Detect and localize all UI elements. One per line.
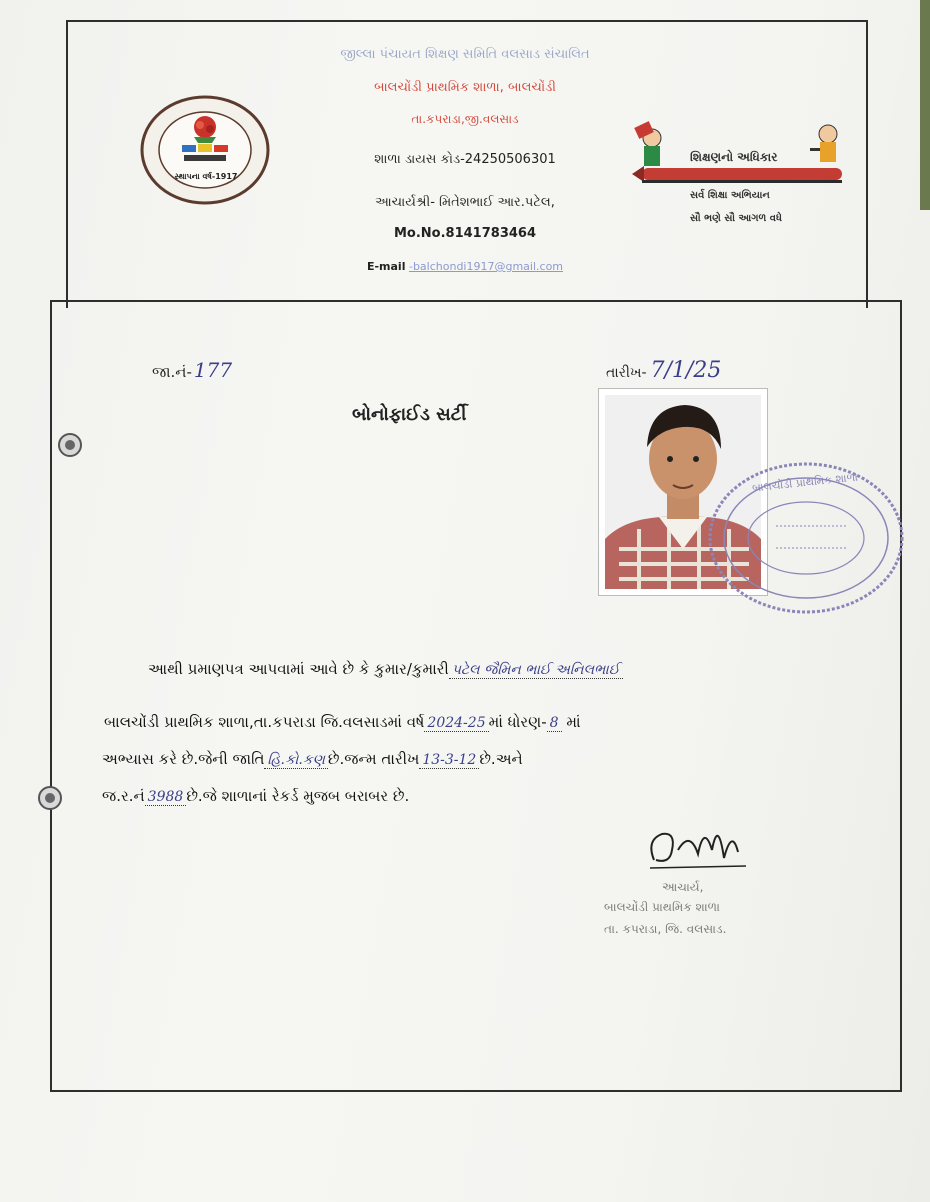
reference-number bbox=[152, 358, 232, 382]
standard-value: 8 bbox=[547, 715, 562, 732]
certificate-line-2 bbox=[104, 713, 581, 731]
birth-date: 13-3-12 bbox=[419, 752, 479, 769]
certificate-line-4 bbox=[102, 787, 409, 805]
email-label: E-mail bbox=[366, 260, 406, 273]
line2-prefix: બાલચોંડી પ્રાથમિક શાળા,તા.કપરાડા જિ.વલસાડમાં વર્ષ bbox=[104, 713, 425, 731]
date-value: 7/1/25 bbox=[650, 358, 722, 383]
email-link[interactable]: -balchondi1917@gmail.com bbox=[408, 260, 564, 273]
issue-date bbox=[606, 358, 721, 383]
line2-suffix: માં bbox=[566, 713, 581, 731]
line3-suffix: છે.અને bbox=[479, 750, 523, 768]
line3-mid: છે.જન્મ તારીખ bbox=[327, 750, 420, 768]
right-logo-subtitle: સર્વ શિક્ષા અભિયાન bbox=[690, 190, 770, 201]
email-line bbox=[270, 260, 660, 273]
seal-year-label: સ્થાપના વર્ષ-1917 bbox=[174, 172, 238, 181]
line3-prefix: અભ્યાસ કરે છે.જેની જાતિ bbox=[102, 750, 265, 768]
caste-value: હિ.કો.કણ bbox=[264, 752, 328, 769]
right-logo-title: શિક્ષણનો અધિકાર bbox=[690, 150, 778, 164]
punch-hole-icon bbox=[58, 433, 82, 457]
school-seal-logo bbox=[140, 95, 270, 205]
mobile-number: Mo.No.8141783464 bbox=[393, 226, 536, 241]
certificate-line-1 bbox=[148, 660, 623, 678]
student-name: પટેલ જૈમિન ભાઈ અનિલભાઈ bbox=[449, 662, 623, 679]
background-edge bbox=[920, 0, 930, 210]
line4-prefix: જ.ર.નં bbox=[102, 787, 145, 805]
right-logo-tagline: સૌ ભણે સૌ આગળ વધે bbox=[690, 213, 783, 224]
signatory-place: તા. કપરાડા, જિ. વલસાડ. bbox=[604, 922, 727, 936]
signatory-school: બાલચોંડી પ્રાથમિક શાળા bbox=[604, 900, 720, 914]
gr-number: 3988 bbox=[145, 789, 187, 806]
line2-mid: માં ધોરણ- bbox=[488, 713, 547, 731]
academic-year: 2024-25 bbox=[424, 715, 488, 732]
taluka-district: તા.કપરાડા,જી.વલસાડ bbox=[411, 112, 519, 126]
line4-suffix: છે.જે શાળાનાં રેકર્ડ મુજબ બરાબર છે. bbox=[186, 787, 410, 805]
signatory-title: આચાર્ય, bbox=[662, 880, 704, 894]
committee-line: જીલ્લા પંચાયત શિક્ષણ સમિતિ વલસાડ સંચાલિત bbox=[340, 47, 590, 62]
principal-name: આચાર્યશ્રી- મિતેશભાઈ આર.પટેલ, bbox=[375, 195, 555, 210]
line1-prefix: આથી પ્રમાણપત્ર આપવામાં આવે છે કે કુમાર/કુમારી bbox=[148, 660, 449, 678]
date-label: તારીખ- bbox=[606, 365, 647, 381]
punch-hole-icon bbox=[38, 786, 62, 810]
reference-number-value: 177 bbox=[193, 358, 233, 382]
certificate-title: બોનોફાઈડ સર્ટી bbox=[352, 404, 467, 425]
principal-signature bbox=[642, 810, 762, 880]
reference-number-label: જા.નં- bbox=[152, 363, 192, 381]
certificate-line-3 bbox=[102, 750, 523, 768]
certificate-border bbox=[50, 300, 902, 1092]
round-stamp-text: બાલચોંડી પ્રાથમિક શાળા bbox=[751, 470, 859, 495]
school-name: બાલચોંડી પ્રાથમિક શાળા, બાલચોંડી bbox=[374, 80, 556, 95]
dise-code: શાળા ડાયસ કોડ-24250506301 bbox=[374, 152, 556, 167]
